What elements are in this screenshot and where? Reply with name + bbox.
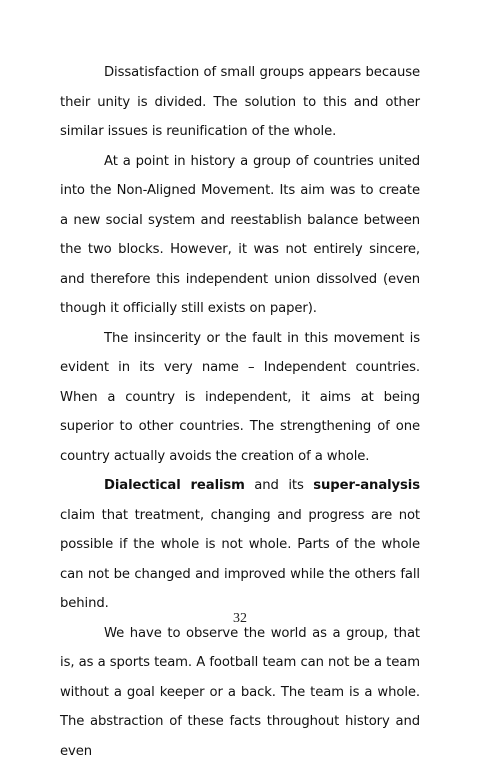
page-number: 32 [0,611,480,627]
paragraph-4 [60,471,420,619]
bold-term-super-analysis: super-analysis [313,478,420,493]
paragraph-4-text-1: and its [245,478,313,493]
bold-term-dialectical-realism: Dialectical realism [104,478,245,493]
paragraph-3: The insincerity or the fault in this movement is evident in its very name – Independent countries. When a country is independent, it aims at being superior to other countries. The strengthening of one country actually avoids the creation of a whole. [60,324,420,472]
paragraph-2: At a point in history a group of countries united into the Non-Aligned Movement. Its aim was to create a new social system and reestablish balance between the two blocks. However, it was not entirely sincere, and therefore this independent union dissolved (even though it officially still exists on paper). [60,147,420,324]
paragraph-5: We have to observe the world as a group, that is, as a sports team. A football team can not be a team without a goal keeper or a back. The team is a whole. The abstraction of these facts throughout history and even [60,619,420,766]
paragraph-1: Dissatisfaction of small groups appears because their unity is divided. The solution to this and other similar issues is reunification of the whole. [60,58,420,147]
paragraph-4-text-2: claim that treatment, changing and progress are not possible if the whole is not whole. Parts of the whole can not be changed and improved while the others fall behind. [60,508,420,612]
document-page [60,58,420,766]
